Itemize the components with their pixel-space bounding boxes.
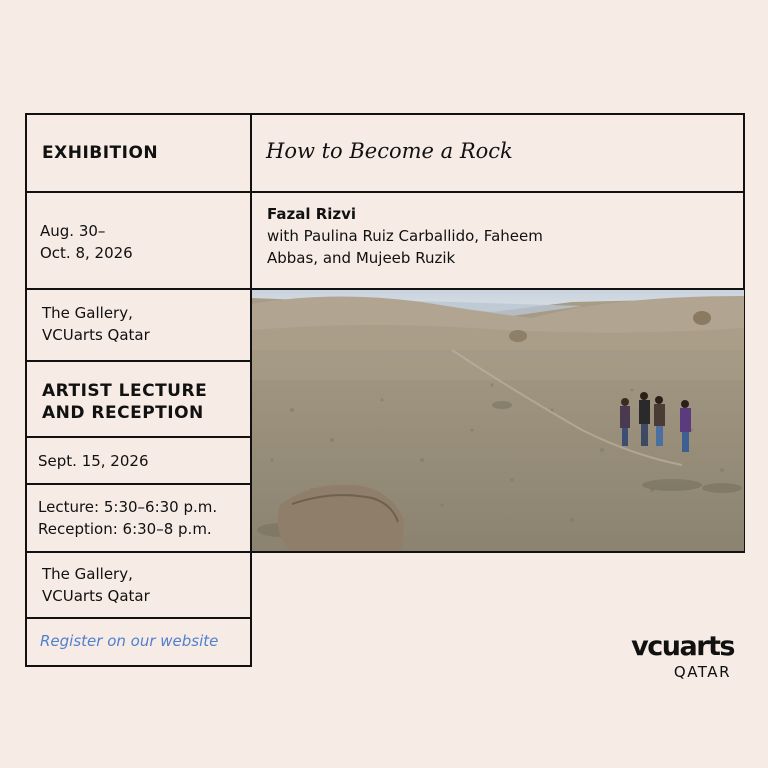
exhibition-title: How to Become a Rock bbox=[266, 139, 513, 163]
lecture-times bbox=[38, 496, 217, 540]
table-divider bbox=[25, 436, 251, 438]
lecture-date: Sept. 15, 2026 bbox=[38, 452, 149, 470]
lecture-heading bbox=[42, 380, 207, 424]
lecture-heading-line: ARTIST LECTURE bbox=[42, 381, 208, 401]
landscape-illustration bbox=[252, 290, 744, 551]
exhibition-artists bbox=[267, 203, 543, 269]
table-divider bbox=[25, 360, 251, 362]
venue-line: The Gallery, bbox=[42, 565, 133, 583]
venue-line: The Gallery, bbox=[42, 304, 133, 322]
table-divider bbox=[25, 191, 745, 193]
vcuarts-logo: vcuarts bbox=[631, 631, 734, 662]
exhibition-dates bbox=[40, 220, 133, 264]
venue-line: VCUarts Qatar bbox=[42, 326, 150, 344]
collaborators-line: with Paulina Ruiz Carballido, Faheem bbox=[267, 227, 543, 245]
dates-line: Oct. 8, 2026 bbox=[40, 244, 133, 262]
register-link[interactable]: Register on our website bbox=[40, 632, 219, 650]
artist-name: Fazal Rizvi bbox=[267, 205, 357, 223]
lecture-heading-line: AND RECEPTION bbox=[42, 403, 204, 423]
reception-time: Reception: 6:30–8 p.m. bbox=[38, 520, 212, 538]
table-divider bbox=[25, 617, 251, 619]
exhibition-heading: EXHIBITION bbox=[42, 143, 159, 163]
dates-line: Aug. 30– bbox=[40, 222, 106, 240]
table-divider bbox=[25, 483, 251, 485]
venue-line: VCUarts Qatar bbox=[42, 587, 150, 605]
landscape-photo bbox=[252, 290, 744, 551]
vcuarts-logo-sub: QATAR bbox=[673, 663, 731, 681]
collaborators-line: Abbas, and Mujeeb Ruzik bbox=[267, 249, 456, 267]
lecture-time: Lecture: 5:30–6:30 p.m. bbox=[38, 498, 218, 516]
lecture-venue bbox=[42, 563, 150, 607]
exhibition-venue bbox=[42, 302, 150, 346]
